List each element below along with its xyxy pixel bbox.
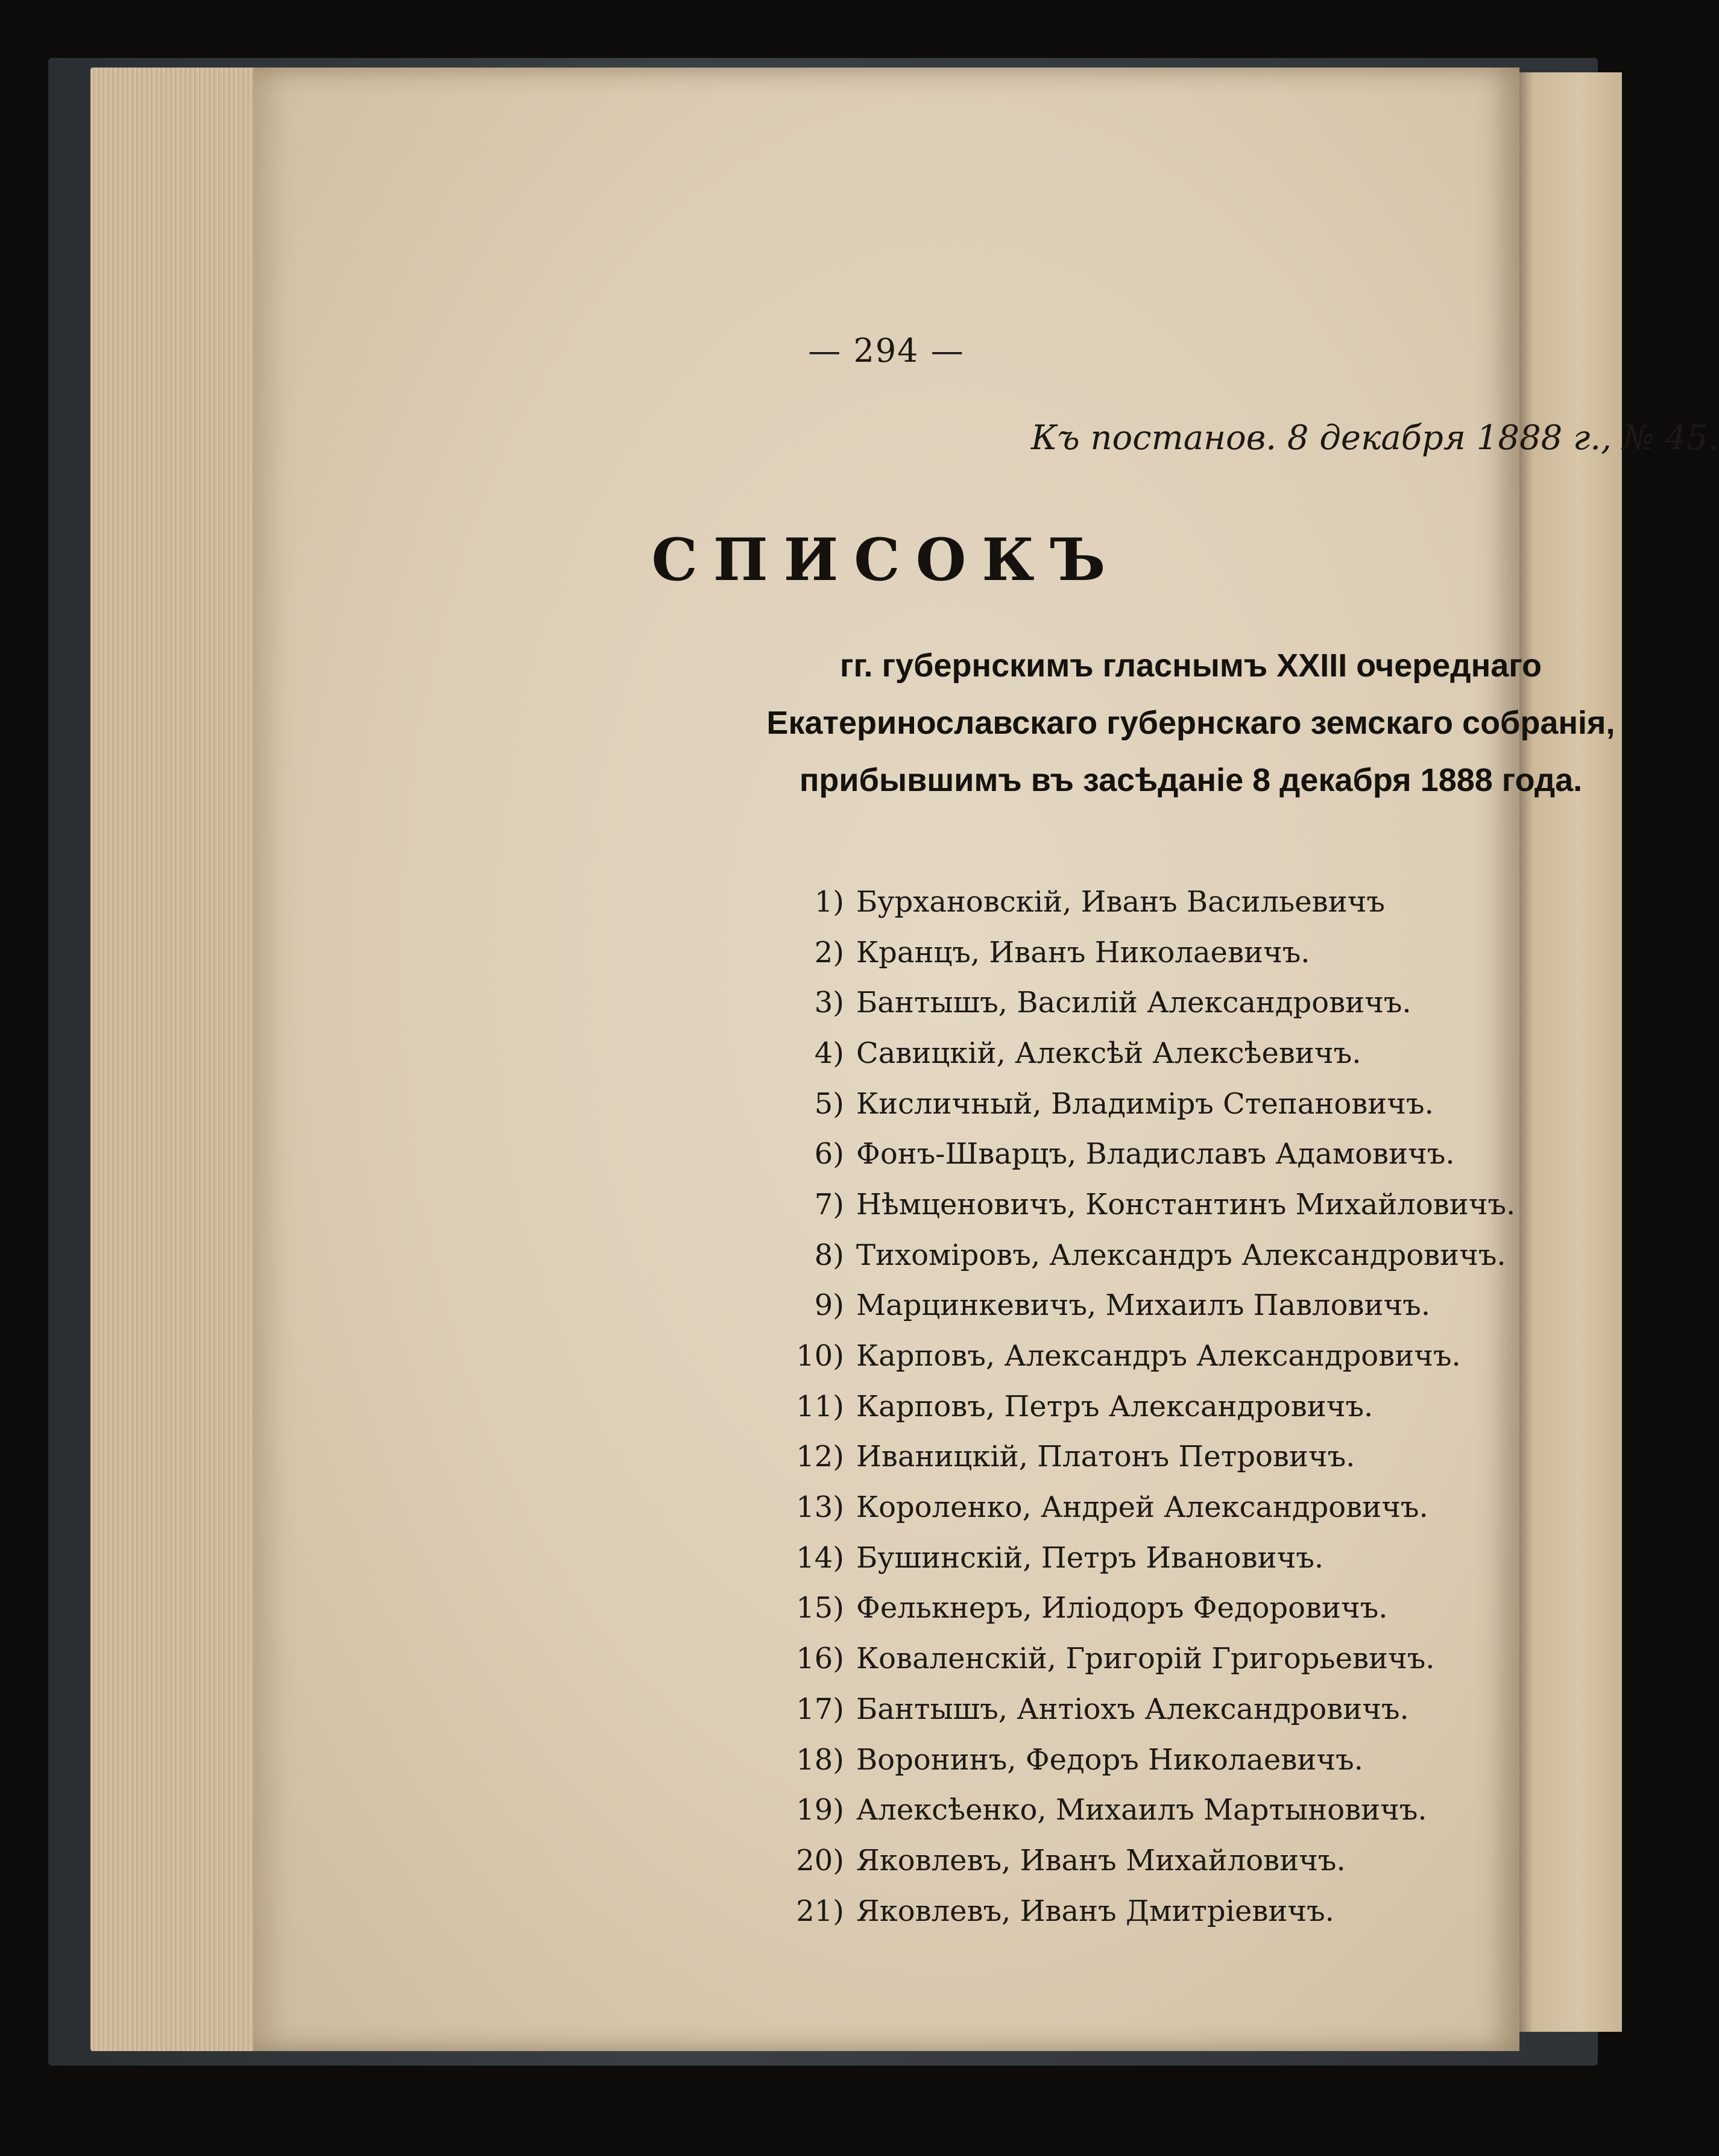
list-item [772, 1432, 1515, 1483]
list-item [772, 877, 1515, 927]
list-item [772, 1230, 1515, 1281]
list-item [772, 1028, 1515, 1079]
attendee-name: Савицкій, Алексѣй Алексѣевичъ. [856, 1036, 1361, 1070]
attendee-name: Тихоміровъ, Александръ Александровичъ. [856, 1238, 1506, 1272]
book-page [253, 68, 1719, 2051]
item-number: 13) [796, 1490, 844, 1525]
list-item [772, 977, 1515, 1028]
list-item [772, 1835, 1515, 1886]
attendee-name: Яковлевъ, Иванъ Дмитріевичъ. [856, 1894, 1334, 1928]
item-number: 9) [814, 1288, 844, 1323]
item-number: 4) [814, 1036, 844, 1070]
attendee-name: Яковлевъ, Иванъ Михайловичъ. [856, 1843, 1346, 1877]
list-item [772, 1785, 1515, 1835]
document-title: СПИСОКЪ [651, 526, 1121, 594]
list-item [772, 927, 1515, 978]
list-item [772, 1281, 1515, 1331]
resolution-reference: Къ постанов. 8 декабря 1888 г., № 45. [1031, 418, 1719, 458]
item-number: 8) [814, 1238, 844, 1272]
item-number: 16) [796, 1642, 844, 1676]
item-number: 11) [796, 1389, 844, 1423]
item-number: 15) [796, 1591, 844, 1625]
list-item [772, 1735, 1515, 1785]
item-number: 1) [814, 884, 844, 919]
attendee-name: Карповъ, Александръ Александровичъ. [856, 1339, 1461, 1373]
item-number: 10) [796, 1339, 844, 1373]
attendee-name: Кисличный, Владиміръ Степановичъ. [856, 1086, 1434, 1121]
page-number: — 294 — [808, 332, 965, 370]
attendee-name: Карповъ, Петръ Александровичъ. [856, 1389, 1374, 1423]
attendee-name: Коваленскій, Григорій Григорьевичъ. [856, 1642, 1435, 1676]
list-item [772, 1583, 1515, 1634]
attendee-list [772, 877, 1515, 1936]
list-item [772, 1886, 1515, 1937]
next-page-edge [1513, 72, 1622, 2032]
attendee-name: Алексѣенко, Михаилъ Мартыновичъ. [856, 1793, 1427, 1827]
item-number: 19) [796, 1793, 844, 1827]
list-item [772, 1633, 1515, 1684]
item-number: 2) [814, 935, 844, 969]
attendee-name: Марцинкевичъ, Михаилъ Павловичъ. [856, 1288, 1431, 1323]
item-number: 17) [796, 1692, 844, 1726]
attendee-name: Короленко, Андрей Александровичъ. [856, 1490, 1428, 1525]
item-number: 20) [796, 1843, 844, 1877]
item-number: 5) [814, 1086, 844, 1121]
list-item [772, 1482, 1515, 1533]
page-edges [90, 68, 271, 2051]
list-item [772, 1381, 1515, 1432]
document-subtitle: гг. губернскимъ гласнымъ XXIII очереднаго Екатеринославскаго губернскаго земскаго собранія, прибывшимъ въ засѣданіе 8 декабря 1888 года. [766, 648, 1615, 798]
list-item [772, 1179, 1515, 1230]
item-number: 18) [796, 1742, 844, 1777]
item-number: 14) [796, 1540, 844, 1575]
attendee-name: Кранцъ, Иванъ Николаевичъ. [856, 935, 1310, 969]
attendee-name: Воронинъ, Федоръ Николаевичъ. [856, 1742, 1363, 1777]
item-number: 21) [796, 1894, 844, 1928]
list-item [772, 1331, 1515, 1381]
attendee-name: Иваницкій, Платонъ Петровичъ. [856, 1440, 1355, 1474]
attendee-name: Бушинскій, Петръ Ивановичъ. [856, 1540, 1324, 1575]
attendee-name: Бантышъ, Василій Александровичъ. [856, 986, 1411, 1020]
attendee-name: Бурхановскій, Иванъ Васильевичъ [856, 884, 1385, 919]
attendee-name: Нѣмценовичъ, Константинъ Михайловичъ. [856, 1187, 1516, 1221]
item-number: 12) [796, 1440, 844, 1474]
list-item [772, 1684, 1515, 1735]
attendee-name: Фелькнеръ, Иліодоръ Федоровичъ. [856, 1591, 1388, 1625]
item-number: 3) [814, 986, 844, 1020]
attendee-name: Фонъ-Шварцъ, Владиславъ Адамовичъ. [856, 1137, 1455, 1171]
list-item [772, 1533, 1515, 1583]
list-item [772, 1079, 1515, 1129]
attendee-name: Бантышъ, Антіохъ Александровичъ. [856, 1692, 1409, 1726]
list-item [772, 1129, 1515, 1179]
item-number: 6) [814, 1137, 844, 1171]
item-number: 7) [814, 1187, 844, 1221]
